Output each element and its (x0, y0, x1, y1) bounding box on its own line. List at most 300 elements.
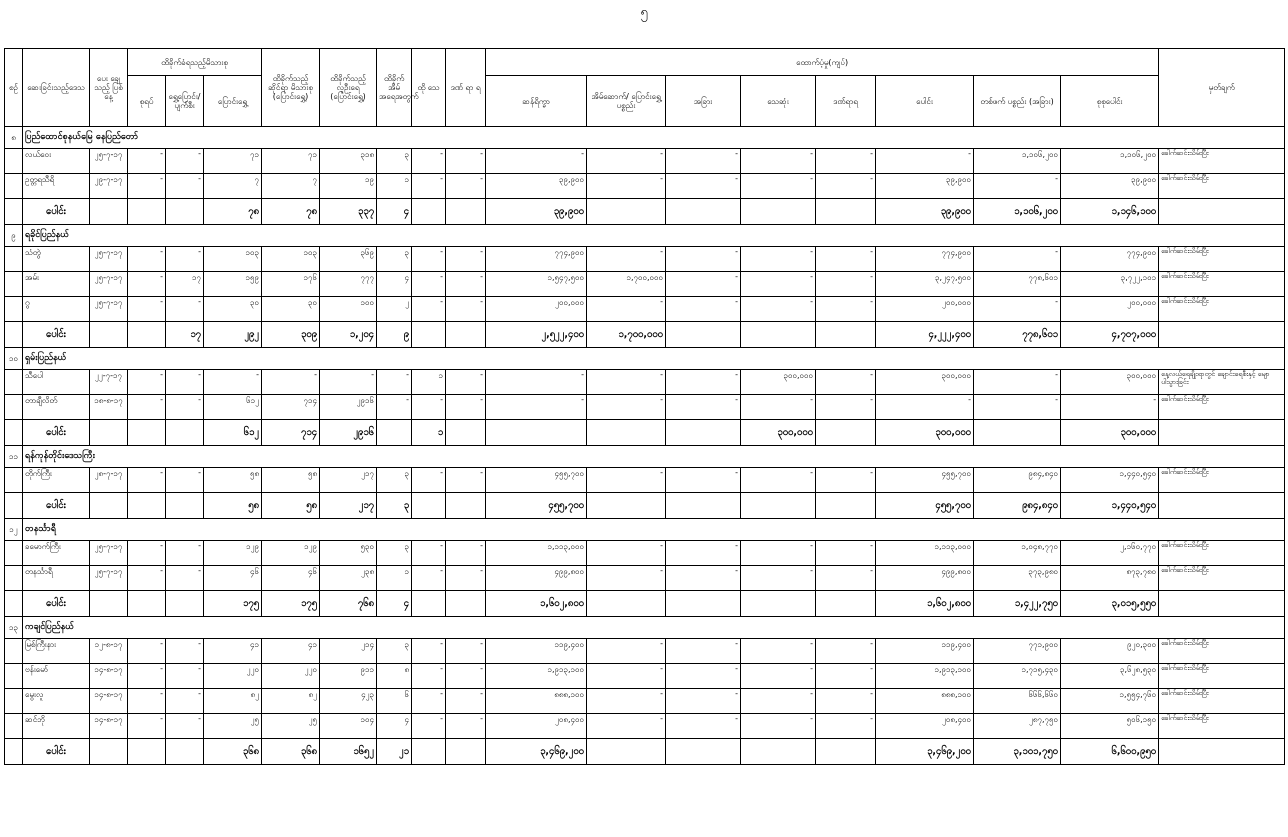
table-cell: ၁,၁၄၆,၁၀၀ (1061, 199, 1159, 225)
table-cell: - (412, 689, 446, 714)
table-cell: ၃၆၉ (320, 247, 377, 272)
table-cell (5, 370, 23, 395)
table-cell: - (587, 297, 666, 322)
table-cell: ၃၃၇ (320, 199, 377, 225)
table-cell: - (587, 714, 666, 739)
table-row (5, 370, 1285, 395)
table-cell: ဥတ္တရသီရိ (23, 174, 90, 199)
header-affected-sub: ပြောင်းရွှေ့ (204, 76, 262, 127)
table-cell: ၃၉,၉၀၀ (486, 174, 587, 199)
table-cell (5, 468, 23, 493)
table-cell: ၃ (377, 639, 412, 664)
table-cell: ၉ (377, 322, 412, 348)
section-number: ၁၂ (5, 519, 23, 541)
table-cell: - (412, 468, 446, 493)
table-cell (666, 739, 741, 765)
remark-cell (1159, 420, 1285, 446)
table-cell (741, 322, 816, 348)
table-cell (166, 739, 204, 765)
table-cell (90, 199, 128, 225)
table-row (5, 297, 1285, 322)
table-cell: ၃၆၈ (204, 739, 262, 765)
table-cell: - (741, 714, 816, 739)
table-cell (446, 322, 486, 348)
header-dead: ထို သေ (412, 49, 446, 127)
table-cell: ၉၈၄,၈၄၀ (974, 468, 1061, 493)
table-cell: ၃၀၀,၀၀၀ (741, 420, 816, 446)
section-row (5, 127, 1285, 149)
table-cell: - (128, 714, 166, 739)
table-cell (128, 322, 166, 348)
remark-cell (1159, 199, 1285, 225)
table-cell: - (741, 297, 816, 322)
table-cell (666, 199, 741, 225)
table-cell: ၃၉,၉၀၀ (1061, 174, 1159, 199)
table-cell: ၁,၁၀၆,၂၀၀ (1061, 149, 1159, 174)
table-cell: - (128, 664, 166, 689)
table-cell: ၁,၄၂၂,၇၅၀ (974, 591, 1061, 617)
table-cell: - (666, 566, 741, 591)
table-row (5, 272, 1285, 297)
table-cell: - (128, 689, 166, 714)
table-cell: လယ်ဝေး (23, 149, 90, 174)
table-cell: အမ်း (23, 272, 90, 297)
table-cell: ၃,၆၂၈,၅၃၀ (1061, 664, 1159, 689)
table-cell: ၁၀၄ (320, 714, 377, 739)
table-cell: ၂၅-၇-၁၇ (90, 272, 128, 297)
table-cell: ၇၇၈,၆၀၁ (974, 272, 1061, 297)
table-cell: ၁၈-၈-၁၇ (90, 395, 128, 420)
table-cell: ၂၁၄ (320, 639, 377, 664)
table-cell: ၂၂၀ (204, 664, 262, 689)
table-cell: - (128, 395, 166, 420)
table-cell (816, 591, 876, 617)
header-injured: ဒဏ် ရာ ရ (446, 49, 486, 127)
table-cell (90, 420, 128, 446)
table-cell: ၃၆၈ (262, 739, 320, 765)
table-cell: - (412, 664, 446, 689)
section-title: ရှမ်းပြည်နယ် (23, 348, 1285, 370)
table-cell: - (816, 714, 876, 739)
table-cell (377, 420, 412, 446)
table-cell: ၃ (377, 149, 412, 174)
remark-cell: နေ့လယ်ရေချိုးရာတွင် ချောင်းရေစီးနှင့် မျောပါသွားခြင်း (1159, 370, 1285, 395)
table-cell: - (486, 370, 587, 395)
table-cell: ၁၅၉ (204, 272, 262, 297)
table-cell: ၂,၁၆၀,၇၇၀ (1061, 541, 1159, 566)
table-cell: - (587, 541, 666, 566)
table-cell: - (166, 468, 204, 493)
section-row (5, 617, 1285, 639)
table-cell: - (974, 297, 1061, 322)
table-cell: ၇၇၇ (320, 272, 377, 297)
remark-cell: ခေါက်ဆင်းသိမ်းပြီး (1159, 689, 1285, 714)
table-cell: - (166, 664, 204, 689)
table-cell (5, 541, 23, 566)
table-cell (5, 739, 23, 765)
table-cell: ၃၉,၉၀၀ (876, 199, 974, 225)
table-cell: - (587, 689, 666, 714)
table-cell: ၈၈၈,၁၀၀ (486, 689, 587, 714)
table-cell: ပေါင်း (23, 591, 90, 617)
table-cell: ၄၂၃ (320, 689, 377, 714)
table-cell: ၃ (377, 468, 412, 493)
section-row (5, 348, 1285, 370)
table-cell: - (587, 639, 666, 664)
table-cell (90, 591, 128, 617)
table-cell: ၄၅၅,၇၀၀ (486, 468, 587, 493)
section-title: ရခိုင်ပြည်နယ် (23, 225, 1285, 247)
table-cell: - (446, 714, 486, 739)
table-cell: - (587, 370, 666, 395)
remark-cell: ခေါက်ဆင်းသိမ်းပြီး (1159, 247, 1285, 272)
table-cell: သံတွဲ (23, 247, 90, 272)
table-cell: - (377, 370, 412, 395)
table-cell: ၄၆ (262, 566, 320, 591)
table-cell: - (128, 566, 166, 591)
table-cell: ၂၈၇,၇၅၀ (974, 714, 1061, 739)
table-cell: ၃၀၀,၀၀၀ (1061, 420, 1159, 446)
table-cell (5, 149, 23, 174)
table-cell (741, 493, 816, 519)
table-cell: ၂၉၁၆ (320, 395, 377, 420)
table-cell: ၂၀၀,၀၀၀ (876, 297, 974, 322)
table-cell: ၇၁၄ (262, 420, 320, 446)
table-cell: ၁,၁၀၆,၂၀၀ (974, 199, 1061, 225)
table-cell (666, 322, 741, 348)
table-cell: ၆၆၆,၆၆၀ (974, 689, 1061, 714)
remark-cell: ခေါက်ဆင်းသိမ်းပြီး (1159, 714, 1285, 739)
table-cell: - (974, 247, 1061, 272)
table-cell (446, 591, 486, 617)
table-cell: ၃,၄၆၉,၂၀၀ (486, 739, 587, 765)
table-cell: ၂၀၀,၀၀၀ (486, 297, 587, 322)
remark-cell: ခေါက်ဆင်းသိမ်းပြီး (1159, 664, 1285, 689)
section-number: ၈ (5, 127, 23, 149)
table-cell: ၇၇၈,၆၀၁ (974, 322, 1061, 348)
table-cell: - (446, 174, 486, 199)
table-cell: ၄ (377, 199, 412, 225)
table-cell: - (446, 689, 486, 714)
table-cell: ၁,၇၀၀,၀၀၀ (587, 272, 666, 297)
table-cell: - (816, 272, 876, 297)
table-cell (5, 493, 23, 519)
remark-cell: ခေါက်ဆင်းသိမ်းပြီး (1159, 468, 1285, 493)
table-cell: - (377, 395, 412, 420)
table-cell: ၁,၄၄၀,၅၄၀ (1061, 493, 1159, 519)
table-cell: - (587, 247, 666, 272)
table-cell: ဂွ (23, 297, 90, 322)
header-affected-group: ထိခိုက်ခံရသည့်မိသားစု (128, 49, 262, 76)
table-cell: ၃,၀၁၅,၅၅၀ (1061, 591, 1159, 617)
table-row (5, 174, 1285, 199)
table-cell: - (446, 566, 486, 591)
table-cell: ၁,၇၁၅,၄၃၀ (974, 664, 1061, 689)
table-cell: ၁၉ (320, 174, 377, 199)
table-cell: - (486, 149, 587, 174)
table-cell: မွေးလူ (23, 689, 90, 714)
table-cell: - (587, 566, 666, 591)
table-cell: - (128, 272, 166, 297)
table-cell: ၁၄-၈-၁၇ (90, 714, 128, 739)
remark-cell: ခေါက်ဆင်းသိမ်းပြီး (1159, 297, 1285, 322)
table-cell: ၁ (377, 566, 412, 591)
table-cell: ၆၁၂ (204, 420, 262, 446)
table-cell: ၂၁၇ (320, 493, 377, 519)
table-cell: ၂၅ (262, 714, 320, 739)
table-cell: ၃,၄၆၉,၂၀၀ (876, 739, 974, 765)
section-title: တနင်္သာရီ (23, 519, 1285, 541)
table-cell: ၂၅-၇-၁၇ (90, 297, 128, 322)
table-cell (816, 739, 876, 765)
table-cell (166, 591, 204, 617)
table-cell: ၃၁၈ (320, 149, 377, 174)
table-cell: - (128, 297, 166, 322)
total-row (5, 199, 1285, 225)
table-cell: ၈၂ (262, 689, 320, 714)
table-row (5, 468, 1285, 493)
table-cell: ၄၅၅,၇၀၀ (486, 493, 587, 519)
table-cell: - (974, 370, 1061, 395)
table-cell (816, 322, 876, 348)
header-assistance-sub: သေဆုံး (741, 76, 816, 127)
table-cell: ၂၁ (377, 739, 412, 765)
table-cell: ၇ (262, 174, 320, 199)
table-cell (412, 739, 446, 765)
table-cell: ၁,၉၁၃,၁၀၀ (486, 664, 587, 689)
table-cell: - (816, 468, 876, 493)
table-cell (90, 739, 128, 765)
header-assistance-sub: အိမ်ဆောက်/ ပြောင်းရွှေ့ ပစ္စည်း (587, 76, 666, 127)
table-cell: ၁,၁၀၆,၂၀၀ (974, 149, 1061, 174)
table-cell: ၃ (377, 541, 412, 566)
table-cell: - (666, 370, 741, 395)
table-cell: ၅၃၀ (320, 541, 377, 566)
table-cell: ၁,၅၄၇,၅၀၀ (486, 272, 587, 297)
table-body (5, 127, 1285, 765)
table-cell: ၉၈၄,၈၄၀ (974, 493, 1061, 519)
table-cell (166, 420, 204, 446)
table-cell (128, 493, 166, 519)
table-cell: ၄၉၉,၈၀၀ (486, 566, 587, 591)
header-assistance-sub: အခြား (666, 76, 741, 127)
disaster-report-table (4, 48, 1285, 765)
table-cell: - (166, 297, 204, 322)
table-cell: - (666, 395, 741, 420)
table-cell: - (166, 370, 204, 395)
table-cell (412, 322, 446, 348)
table-cell (5, 297, 23, 322)
section-row (5, 446, 1285, 468)
table-cell: ၅၈ (204, 493, 262, 519)
table-cell: - (587, 664, 666, 689)
table-cell (5, 420, 23, 446)
header-assistance-sub: ဆန်ရိက္ခာ (486, 76, 587, 127)
table-cell (5, 322, 23, 348)
table-cell: ၃၀၀,၀၀၀ (1061, 370, 1159, 395)
table-cell: ပေါင်း (23, 199, 90, 225)
remark-cell: ခေါက်ဆင်းသိမ်းပြီး (1159, 639, 1285, 664)
table-cell (741, 199, 816, 225)
table-cell: ၇၁၄ (262, 395, 320, 420)
table-cell: - (1061, 395, 1159, 420)
header-assistance-sub: စုစုပေါင်း (1061, 76, 1159, 127)
table-row (5, 541, 1285, 566)
table-cell (128, 420, 166, 446)
table-cell: ၁၇ (166, 272, 204, 297)
table-cell (816, 493, 876, 519)
table-cell (5, 639, 23, 664)
header-no: စဉ် (5, 49, 23, 127)
table-cell: - (166, 566, 204, 591)
table-cell: ၃၀၉ (262, 322, 320, 348)
table-cell: ၁,၄၄၀,၅၄၀ (1061, 468, 1159, 493)
table-cell: ၄,၇၀၇,၀၀၀ (1061, 322, 1159, 348)
table-cell: ၇၇၄,၉၀၀ (876, 247, 974, 272)
table-row (5, 566, 1285, 591)
table-cell (446, 493, 486, 519)
table-cell: ၄၅၅,၇၀၀ (876, 468, 974, 493)
table-cell: ၂၅-၇-၁၇ (90, 566, 128, 591)
table-cell: - (816, 689, 876, 714)
table-cell: - (204, 370, 262, 395)
table-cell: - (446, 395, 486, 420)
table-cell: - (128, 174, 166, 199)
table-cell: - (741, 664, 816, 689)
table-cell: ၁၄-၈-၁၇ (90, 664, 128, 689)
section-title: ပြည်ထောင်စုနယ်မြေ နေပြည်တော် (23, 127, 1285, 149)
table-cell (741, 591, 816, 617)
table-cell: ၁၇၅ (262, 591, 320, 617)
section-title: ရန်ကုန်တိုင်းဒေသကြီး (23, 446, 1285, 468)
total-row (5, 493, 1285, 519)
header-affected-sub: ရွှေ့ပြောင်း/ ပျက်စီး (166, 76, 204, 127)
table-cell: ၃,၇၂၂,၁၀၁ (1061, 272, 1159, 297)
table-cell: - (587, 149, 666, 174)
table-cell (412, 199, 446, 225)
table-cell: ၃၀ (262, 297, 320, 322)
table-cell: ၇၁ (262, 149, 320, 174)
table-cell: ၈ (377, 664, 412, 689)
table-cell: ၆,၆၀၀,၉၅၀ (1061, 739, 1159, 765)
table-cell: - (816, 664, 876, 689)
table-cell: ၁ (412, 370, 446, 395)
table-cell: ၁၁၉,၄၀၀ (876, 639, 974, 664)
table-cell: ၇၇၄,၉၀၀ (1061, 247, 1159, 272)
table-cell: ၁,၉၁၃,၁၀၀ (876, 664, 974, 689)
table-cell: ၁,၆၀၂,၈၀၀ (486, 591, 587, 617)
table-cell: - (666, 689, 741, 714)
table-cell: - (816, 297, 876, 322)
table-cell: - (262, 370, 320, 395)
table-cell: - (587, 395, 666, 420)
table-cell: - (128, 468, 166, 493)
section-number: ၁၁ (5, 446, 23, 468)
table-cell: - (816, 395, 876, 420)
table-cell: ပေါင်း (23, 420, 90, 446)
table-cell (587, 493, 666, 519)
table-cell: - (666, 639, 741, 664)
remark-cell: ခေါက်ဆင်းသိမ်းပြီး (1159, 174, 1285, 199)
table-cell (587, 199, 666, 225)
table-cell: ၃,၁၀၁,၇၅၀ (974, 739, 1061, 765)
table-cell: ၁,၂၀၄ (320, 322, 377, 348)
table-cell (5, 247, 23, 272)
table-cell: - (166, 395, 204, 420)
table-cell (587, 739, 666, 765)
table-cell: - (128, 370, 166, 395)
table-cell: - (876, 149, 974, 174)
remark-cell: ခေါက်ဆင်းသိမ်းပြီး (1159, 395, 1285, 420)
table-cell: - (816, 174, 876, 199)
table-row (5, 247, 1285, 272)
header-township: ဆေးခြင်းသည့်ဒေသ (23, 49, 90, 127)
table-cell: ၂၉၂ (204, 322, 262, 348)
table-cell: ၄ (377, 714, 412, 739)
table-cell: - (816, 639, 876, 664)
table-cell: - (446, 468, 486, 493)
table-cell: ၁၇၅ (204, 591, 262, 617)
table-cell: ၅၈ (262, 468, 320, 493)
table-cell: - (741, 174, 816, 199)
table-cell: ၈၈၈,၁၀၀ (876, 689, 974, 714)
table-cell (486, 420, 587, 446)
table-cell: - (446, 664, 486, 689)
table-cell: ၃ (377, 247, 412, 272)
table-cell: - (446, 297, 486, 322)
table-cell: - (741, 566, 816, 591)
table-cell: ၁၀၀ (320, 297, 377, 322)
table-cell: - (128, 639, 166, 664)
table-cell: - (412, 297, 446, 322)
table-cell: ၁ (412, 420, 446, 446)
table-cell: - (876, 395, 974, 420)
table-cell (974, 420, 1061, 446)
table-cell: ၈၇၃,၇၈၀ (1061, 566, 1159, 591)
table-cell: - (666, 714, 741, 739)
table-cell: - (412, 149, 446, 174)
table-cell: ၃၀၀,၀၀၀ (876, 420, 974, 446)
table-cell: ၂၀၈,၄၀၀ (486, 714, 587, 739)
table-cell: ၅၈ (204, 468, 262, 493)
table-cell: - (816, 566, 876, 591)
table-cell (412, 591, 446, 617)
table-cell: ၃,၂၄၇,၅၀၀ (876, 272, 974, 297)
table-cell (587, 420, 666, 446)
table-cell: - (412, 174, 446, 199)
table-cell (5, 714, 23, 739)
table-cell: ၄၆ (204, 566, 262, 591)
table-cell: - (741, 639, 816, 664)
section-row (5, 225, 1285, 247)
table-cell (128, 591, 166, 617)
table-cell: ၃၀၀,၀၀၀ (741, 370, 816, 395)
table-cell (166, 199, 204, 225)
table-cell: - (128, 149, 166, 174)
table-cell: ၁၂-၈-၁၇ (90, 639, 128, 664)
table-cell: ၇၁ (204, 149, 262, 174)
table-cell: ၅၀၆,၁၅၀ (1061, 714, 1159, 739)
table-cell: ၂၀၈,၄၀၀ (876, 714, 974, 739)
table-cell: တနင်္သာရီ (23, 566, 90, 591)
table-row (5, 149, 1285, 174)
section-title: ကချင်ပြည်နယ် (23, 617, 1285, 639)
table-cell: - (166, 247, 204, 272)
table-cell: ၁၂၉ (262, 541, 320, 566)
table-cell: ၁ (377, 174, 412, 199)
table-cell: တာချီလိတ် (23, 395, 90, 420)
section-number: ၁၃ (5, 617, 23, 639)
